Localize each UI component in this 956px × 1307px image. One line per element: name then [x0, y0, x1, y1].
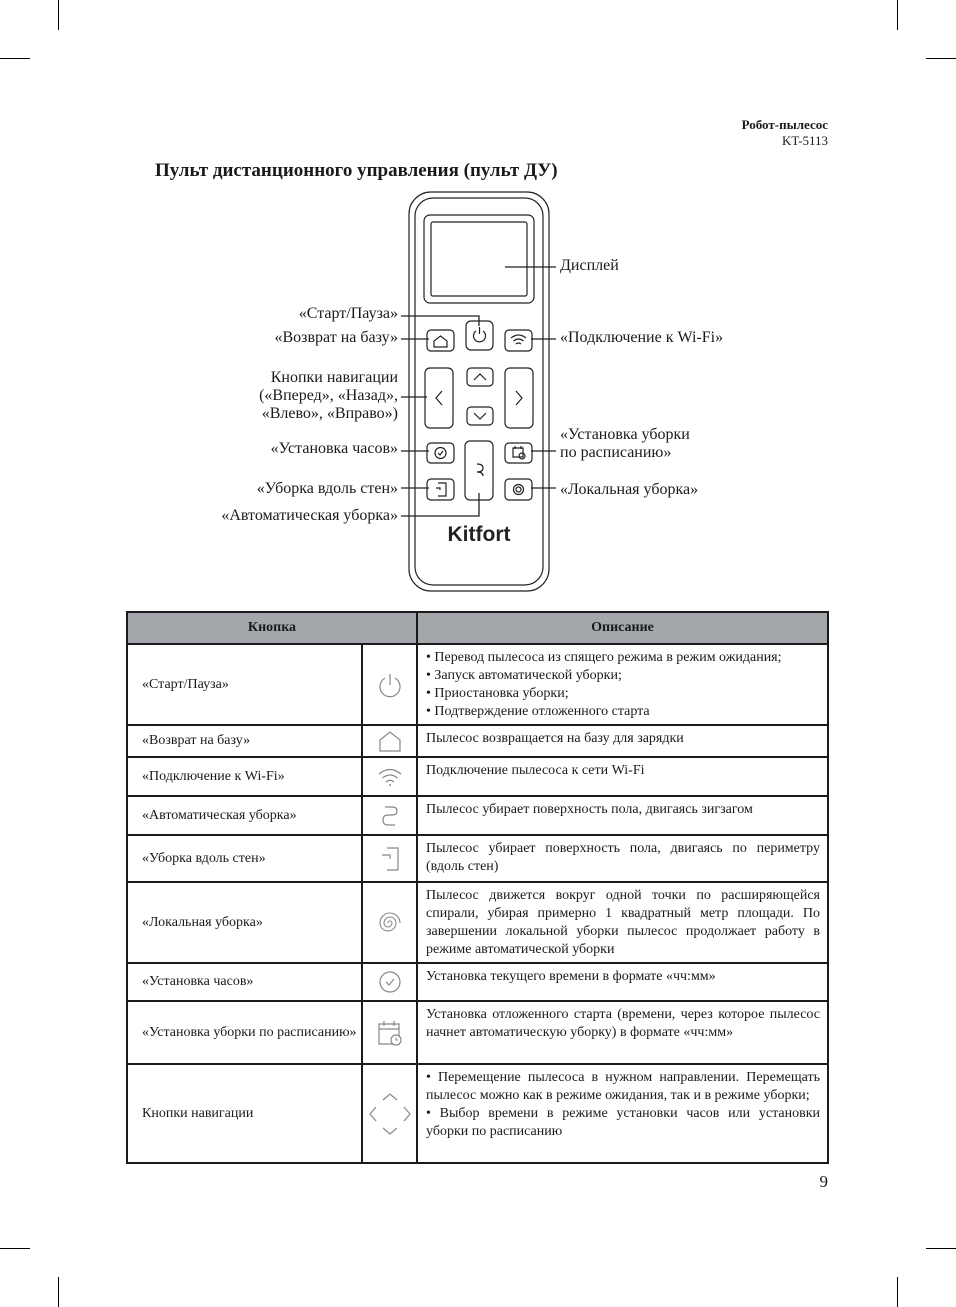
clock-icon [378, 970, 402, 994]
table-row: «Локальная уборка» Пылесос движется вокруг одной точки по расширяющейся спирали, убирая примерно 1 квадратный метр площади. По завершении локальной уборки пылесос продолжает работу в режиме автоматической уборки [127, 882, 828, 963]
wall-cleaning-icon [436, 483, 446, 496]
table-header-row [127, 612, 828, 644]
label-clock: «Установка часов» [270, 440, 398, 457]
label-navigation: Кнопки навигации («Вперед», «Назад», «Влево», «Вправо») [259, 369, 398, 422]
home-icon [377, 729, 403, 753]
home-button [427, 330, 454, 351]
remote-control-diagram [0, 0, 956, 600]
label-auto: «Автоматическая уборка» [221, 507, 398, 524]
label-return-base: «Возврат на базу» [274, 329, 398, 346]
crop-mark [58, 1277, 59, 1307]
clock-button [427, 443, 454, 463]
display-screen [431, 222, 527, 296]
chevron-up-icon [474, 374, 486, 380]
nav-up-button [467, 368, 493, 386]
home-icon [434, 336, 447, 347]
schedule-icon [376, 1018, 404, 1048]
label-start-pause: «Старт/Пауза» [298, 305, 398, 322]
wifi-button [505, 330, 532, 351]
brand-logo: Kitfort [447, 523, 511, 546]
schedule-icon [513, 446, 523, 457]
table-row: «Автоматическая уборка» Пылесос убирает поверхность пола, двигаясь зигзагом [127, 796, 828, 835]
label-schedule: «Установка уборки по расписанию» [560, 426, 690, 461]
crop-mark [897, 1277, 898, 1307]
table-row: «Установка часов» Установка текущего времени в формате «чч:мм» [127, 963, 828, 1001]
table-row: «Установка уборки по расписанию» Установка отложенного старта (времени, через которое пылесос начнет автоматическую уборку) в формате «чч:мм» [127, 1001, 828, 1064]
wifi-icon [377, 766, 403, 788]
spiral-icon [514, 485, 524, 495]
spiral-icon [377, 910, 403, 936]
display-frame [424, 215, 534, 303]
chevron-right-icon [516, 391, 522, 405]
local-clean-button [505, 479, 532, 500]
table-row: «Старт/Пауза» • Перевод пылесоса из спящего режима в режим ожидания; • Запуск автоматической уборки; • Приостановка уборки; • Подтверждение отложенного старта [127, 644, 828, 725]
label-wall: «Уборка вдоль стен» [256, 480, 398, 497]
product-name: Робот-пылесос [741, 117, 828, 132]
wall-cleaning-icon [378, 846, 402, 872]
header-description: Описание [417, 612, 828, 644]
table-row: Кнопки навигации • Перемещение пылесоса в нужном направлении. Перемещать пылесос можно как в режиме ожидания, так и в режиме уборки; • Выбор времени в режиме установки часов или установки уборки по расписанию [127, 1064, 828, 1163]
nav-down-button [467, 407, 493, 425]
label-local: «Локальная уборка» [560, 481, 699, 498]
model-number: KT-5113 [782, 133, 828, 148]
label-display: Дисплей [560, 257, 619, 274]
header-button: Кнопка [127, 612, 417, 644]
zigzag-icon [477, 464, 483, 476]
table-row: «Подключение к Wi-Fi» Подключение пылесоса к сети Wi-Fi [127, 757, 828, 796]
table-row: «Возврат на базу» Пылесос возвращается на базу для зарядки [127, 725, 828, 757]
buttons-table [126, 611, 829, 1164]
crop-mark [926, 1248, 956, 1249]
clock-icon [435, 448, 446, 459]
table-row: «Уборка вдоль стен» Пылесос убирает поверхность пола, двигаясь по периметру (вдоль стен) [127, 835, 828, 882]
chevron-left-icon [436, 391, 442, 405]
crop-mark [0, 1248, 30, 1249]
wifi-icon [511, 335, 526, 344]
schedule-button [505, 443, 532, 463]
navigation-arrows-icon [368, 1092, 412, 1136]
page-number: 9 [819, 1172, 828, 1191]
zigzag-icon [379, 803, 401, 829]
label-wifi: «Подключение к Wi-Fi» [560, 329, 724, 346]
power-icon [474, 327, 486, 342]
nav-right-button [505, 368, 533, 428]
nav-left-button [425, 368, 453, 428]
chevron-down-icon [474, 413, 486, 419]
section-title: Пульт дистанционного управления (пульт ДУ) [155, 160, 558, 181]
auto-clean-button [465, 441, 493, 500]
power-icon [375, 670, 405, 700]
